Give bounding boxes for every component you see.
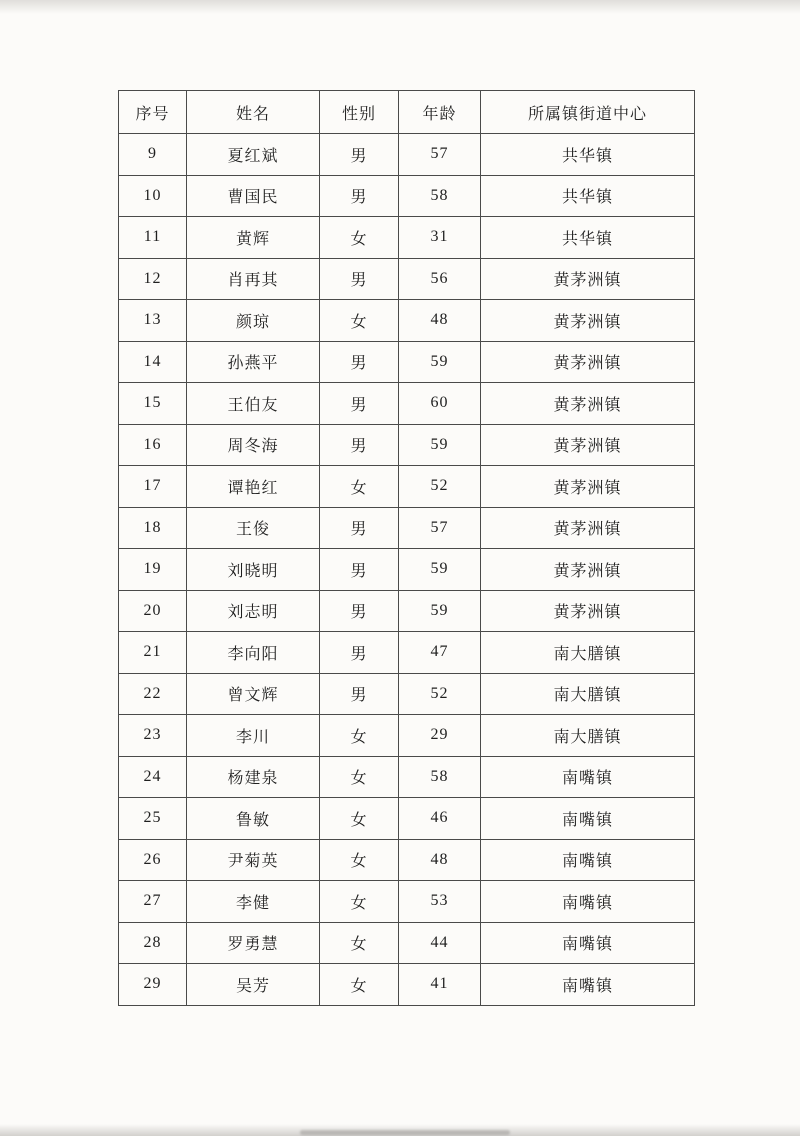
cell-age: 59 — [399, 590, 481, 632]
cell-name: 刘晓明 — [187, 549, 320, 591]
cell-gender: 女 — [320, 217, 399, 259]
cell-name: 曾文辉 — [187, 673, 320, 715]
cell-no: 16 — [119, 424, 187, 466]
cell-name: 王伯友 — [187, 383, 320, 425]
cell-age: 48 — [399, 839, 481, 881]
table-row — [119, 300, 695, 342]
table-row — [119, 673, 695, 715]
cell-age: 57 — [399, 507, 481, 549]
cell-town: 黄茅洲镇 — [481, 590, 695, 632]
cell-no: 29 — [119, 964, 187, 1006]
scan-artifact-smudge — [300, 1130, 510, 1135]
table-row — [119, 590, 695, 632]
cell-age: 52 — [399, 673, 481, 715]
cell-town: 南嘴镇 — [481, 798, 695, 840]
cell-town: 共华镇 — [481, 217, 695, 259]
cell-gender: 男 — [320, 134, 399, 176]
cell-name: 谭艳红 — [187, 466, 320, 508]
cell-name: 杨建泉 — [187, 756, 320, 798]
cell-name: 李健 — [187, 881, 320, 923]
table-row — [119, 424, 695, 466]
cell-no: 22 — [119, 673, 187, 715]
cell-age: 58 — [399, 175, 481, 217]
cell-name: 罗勇慧 — [187, 922, 320, 964]
cell-gender: 男 — [320, 549, 399, 591]
cell-age: 41 — [399, 964, 481, 1006]
cell-gender: 女 — [320, 922, 399, 964]
header-gender: 性别 — [320, 91, 399, 134]
cell-town: 南嘴镇 — [481, 839, 695, 881]
cell-gender: 男 — [320, 507, 399, 549]
table-row — [119, 217, 695, 259]
cell-town: 南大膳镇 — [481, 673, 695, 715]
cell-name: 曹国民 — [187, 175, 320, 217]
cell-age: 60 — [399, 383, 481, 425]
cell-gender: 男 — [320, 175, 399, 217]
table-row — [119, 715, 695, 757]
table-row — [119, 798, 695, 840]
table-header — [119, 91, 695, 134]
cell-no: 24 — [119, 756, 187, 798]
cell-name: 黄辉 — [187, 217, 320, 259]
cell-name: 李向阳 — [187, 632, 320, 674]
cell-age: 29 — [399, 715, 481, 757]
cell-no: 25 — [119, 798, 187, 840]
cell-no: 10 — [119, 175, 187, 217]
cell-no: 20 — [119, 590, 187, 632]
cell-gender: 男 — [320, 258, 399, 300]
table-row — [119, 383, 695, 425]
table-row — [119, 258, 695, 300]
cell-no: 13 — [119, 300, 187, 342]
cell-age: 46 — [399, 798, 481, 840]
scan-artifact-top-edge — [0, 0, 800, 14]
cell-name: 鲁敏 — [187, 798, 320, 840]
cell-age: 59 — [399, 424, 481, 466]
cell-no: 12 — [119, 258, 187, 300]
cell-no: 17 — [119, 466, 187, 508]
cell-age: 47 — [399, 632, 481, 674]
cell-town: 共华镇 — [481, 134, 695, 176]
cell-no: 23 — [119, 715, 187, 757]
header-serial-number: 序号 — [119, 91, 187, 134]
cell-name: 肖再其 — [187, 258, 320, 300]
cell-no: 19 — [119, 549, 187, 591]
cell-no: 28 — [119, 922, 187, 964]
cell-town: 黄茅洲镇 — [481, 383, 695, 425]
cell-town: 南大膳镇 — [481, 632, 695, 674]
cell-town: 黄茅洲镇 — [481, 300, 695, 342]
cell-name: 李川 — [187, 715, 320, 757]
table-row — [119, 881, 695, 923]
cell-age: 56 — [399, 258, 481, 300]
cell-name: 颜琼 — [187, 300, 320, 342]
cell-name: 吴芳 — [187, 964, 320, 1006]
table-row — [119, 341, 695, 383]
cell-gender: 女 — [320, 756, 399, 798]
table-row — [119, 839, 695, 881]
cell-no: 15 — [119, 383, 187, 425]
cell-gender: 男 — [320, 424, 399, 466]
cell-gender: 女 — [320, 715, 399, 757]
table-row — [119, 507, 695, 549]
cell-no: 14 — [119, 341, 187, 383]
cell-gender: 女 — [320, 839, 399, 881]
cell-gender: 男 — [320, 590, 399, 632]
header-name: 姓名 — [187, 91, 320, 134]
cell-name: 刘志明 — [187, 590, 320, 632]
cell-no: 21 — [119, 632, 187, 674]
table-row — [119, 632, 695, 674]
cell-age: 57 — [399, 134, 481, 176]
cell-gender: 女 — [320, 300, 399, 342]
cell-age: 48 — [399, 300, 481, 342]
cell-name: 尹菊英 — [187, 839, 320, 881]
cell-town: 黄茅洲镇 — [481, 507, 695, 549]
cell-gender: 男 — [320, 673, 399, 715]
cell-age: 31 — [399, 217, 481, 259]
cell-town: 黄茅洲镇 — [481, 258, 695, 300]
cell-gender: 男 — [320, 341, 399, 383]
cell-age: 52 — [399, 466, 481, 508]
cell-gender: 女 — [320, 964, 399, 1006]
cell-name: 夏红斌 — [187, 134, 320, 176]
cell-town: 南嘴镇 — [481, 881, 695, 923]
cell-no: 26 — [119, 839, 187, 881]
cell-age: 59 — [399, 549, 481, 591]
cell-town: 南大膳镇 — [481, 715, 695, 757]
cell-town: 南嘴镇 — [481, 756, 695, 798]
cell-name: 王俊 — [187, 507, 320, 549]
cell-town: 南嘴镇 — [481, 964, 695, 1006]
header-town-street-center: 所属镇街道中心 — [481, 91, 695, 134]
table-row — [119, 134, 695, 176]
cell-no: 9 — [119, 134, 187, 176]
cell-town: 黄茅洲镇 — [481, 341, 695, 383]
table-body — [119, 134, 695, 1006]
cell-no: 11 — [119, 217, 187, 259]
cell-age: 59 — [399, 341, 481, 383]
cell-no: 18 — [119, 507, 187, 549]
table-row — [119, 549, 695, 591]
table-row — [119, 922, 695, 964]
cell-gender: 女 — [320, 798, 399, 840]
table-row — [119, 466, 695, 508]
cell-town: 南嘴镇 — [481, 922, 695, 964]
cell-name: 周冬海 — [187, 424, 320, 466]
cell-gender: 女 — [320, 466, 399, 508]
cell-town: 黄茅洲镇 — [481, 466, 695, 508]
cell-town: 黄茅洲镇 — [481, 549, 695, 591]
table-row — [119, 175, 695, 217]
table-header-row — [119, 91, 695, 134]
personnel-roster-table — [118, 90, 695, 1006]
cell-gender: 男 — [320, 632, 399, 674]
cell-no: 27 — [119, 881, 187, 923]
cell-gender: 女 — [320, 881, 399, 923]
cell-age: 44 — [399, 922, 481, 964]
cell-town: 共华镇 — [481, 175, 695, 217]
table-row — [119, 756, 695, 798]
cell-gender: 男 — [320, 383, 399, 425]
header-age: 年龄 — [399, 91, 481, 134]
table-row — [119, 964, 695, 1006]
cell-age: 53 — [399, 881, 481, 923]
cell-town: 黄茅洲镇 — [481, 424, 695, 466]
cell-name: 孙燕平 — [187, 341, 320, 383]
cell-age: 58 — [399, 756, 481, 798]
